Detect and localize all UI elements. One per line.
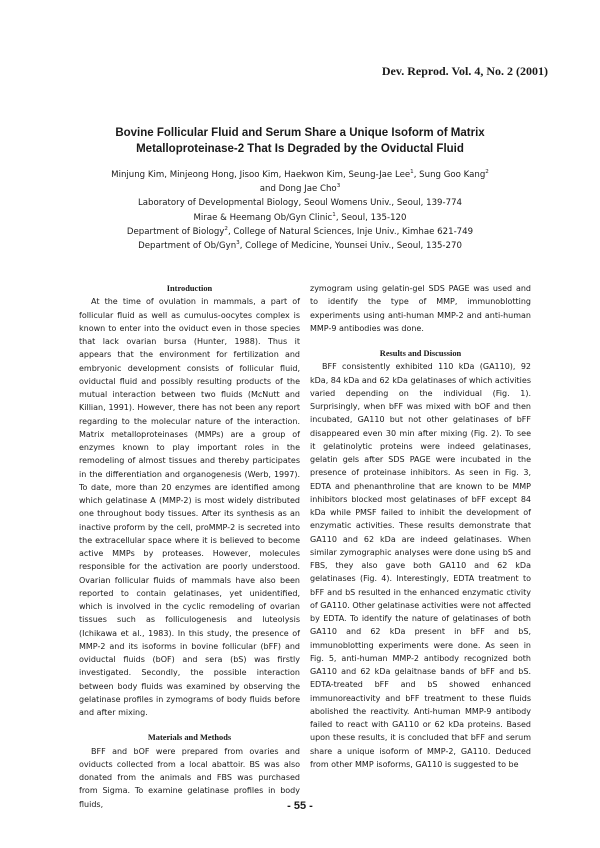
article-title <box>60 125 540 157</box>
affil-sup: 3 <box>236 240 240 247</box>
section-gap <box>310 335 531 347</box>
affil-sup: 2 <box>224 225 228 232</box>
section-heading-results: Results and Discussion <box>379 349 462 358</box>
affil-text: , College of Medicine, Younsei Univ., Seoul, 135-270 <box>239 241 462 252</box>
authors-text: Minjung Kim, Minjeong Hong, Jisoo Kim, Haekwon Kim, Seung-Jae Lee <box>111 170 411 180</box>
right-column <box>310 282 531 771</box>
affil-text: , Seoul, 135-120 <box>335 212 407 223</box>
affiliation-1: Laboratory of Developmental Biology, Seoul Womens Univ., Seoul, 139-774 <box>137 198 463 209</box>
authors-block <box>60 168 540 253</box>
methods-paragraph: BFF and bOF were prepared from ovaries and oviducts collected from a local abattoir. BS was also donated from the animals and FBS was purchased from Sigma. To examine gelatinase profiles in body fluids, <box>79 746 300 809</box>
authors-line-1 <box>60 168 540 182</box>
affiliation-4 <box>60 239 540 253</box>
author-sup: 1 <box>410 169 414 176</box>
affil-text: Department of Biology <box>126 226 225 237</box>
affil-text: Mirae & Heemang Ob/Gyn Clinic <box>193 212 333 223</box>
section-heading-methods: Materials and Methods <box>147 733 232 743</box>
title-line-2: Metalloproteinase-2 That Is Degraded by the Oviductal Fluid <box>136 143 464 155</box>
journal-header: Dev. Reprod. Vol. 4, No. 2 (2001) <box>381 64 548 78</box>
left-column <box>79 282 300 811</box>
introduction-paragraph: At the time of ovulation in mammals, a part of follicular fluid as well as cumulus-oocytes complex is known to enter into the oviduct even in those species that lack ovarian bursa (Hunter, 1988). Thus it appears that the environment for fertilization and embryonic development consists of follicular fluid, oviductal fluid and possibly resulting products of the mutual interaction between two fluids (McNutt and Killian, 1991). However, there has not been any report regarding to the molecular nature of the interaction. Matrix metalloproteinases (MMPs) are a group of enzymes known to play important roles in the remodeling of almost tissues and thereby participates in the differentiation and organogenesis (Werb, 1997). To date, more than 20 enzymes are identified among which gelatinase A (MMP-2) is most widely distributed one throughout body tissues. After its synthesis as an inactive proform by the cell, proMMP-2 is secreted into the extracellular space where it is believed to become active MMPs by proteases. However, molecules responsible for the activation are poorly understood. Ovarian follicular fluids of mammals have also been reported to contain gelatinases, yet unidentified, which is involved in the cyclic remodeling of ovarian tissues such as folliculogenesis and luteolysis (Ichikawa et al., 1983). In this study, the presence of MMP-2 and its isoforms in bovine follicular (bFF) and oviductal fluids (bOF) and sera (bS) was firstly investigated. Secondly, the possible interaction between body fluids was examined by observing the gelatinase profiles in zymograms of body fluids before and after mixing. <box>79 297 300 717</box>
authors-line-2 <box>60 182 540 196</box>
section-heading-introduction: Introduction <box>166 284 213 293</box>
author-sup: 3 <box>336 183 341 190</box>
affiliation-3 <box>60 225 540 239</box>
affiliation-2 <box>60 211 540 225</box>
page-number: - 55 - <box>287 800 313 812</box>
results-paragraph: BFF consistently exhibited 110 kDa (GA110), 92 kDa, 84 kDa and 62 kDa gelatinases of which activities varied depending on the individual (Fig. 1). Surprisingly, when bFF was mixed with bOF and then incubated, GA110 but not other gelatinases of bFF disappeared even 30 min after mixing (Fig. 2). To see it gelatinolytic proteins were indeed gelatinases, gelatin gels after SDS PAGE were incubated in the presence of proteinase inhibitors. As seen in Fig. 3, EDTA and phenanthroline that are known to be MMP inhibitors blocked most gelatinases of bFF except 84 kDa while PMSF failed to inhibit the development of enzymatic activities. These results demonstrate that GA110 and 62 kDa are indeed gelatinases. When similar zymographic analyses were done using bS and FBS, they also gave both GA110 and 62 kDa gelatinases (Fig. 4). Interestingly, EDTA treatment to bFF and bS resulted in the enhanced enzymatic ctivity of GA110. Other gelatinase activities were not affected by EDTA. To identify the nature of gelatinases of both GA110 and 62 kDa present in bFF and bS, immunoblotting experiments were done. As seen in Fig. 5, anti-human MMP-2 antibody recognized both GA110 and 62 kDa gelaitnase bands of bFF and bS. EDTA-treated bFF and bS showed enhanced immunoreactivity and bFF treatment to these fluids abolished the reactivity. Anti-human MMP-9 antibody failed to react with GA110 or 62 kDa proteins. Based upon these results, it is concluded that bFF and serum share a unique isoform of MMP-2, GA110. Deduced from other MMP isoforms, GA110 is suggested to be <box>310 362 531 769</box>
author-sup: 2 <box>485 169 489 176</box>
affil-text: Department of Ob/Gyn <box>138 241 237 252</box>
title-line-1: Bovine Follicular Fluid and Serum Share a Unique Isoform of Matrix <box>115 127 485 139</box>
affil-sup: 1 <box>332 211 336 218</box>
section-gap <box>79 719 300 731</box>
authors-text: and Dong Jae Cho <box>259 184 337 195</box>
methods-paragraph-continued: zymogram using gelatin-gel SDS PAGE was used and to identify the type of MMP, immunoblotting experiments using anti-human MMP-2 and anti-human MMP-9 antibodies was done. <box>310 284 531 333</box>
affil-text: , College of Natural Sciences, Inje Univ., Kimhae 621-749 <box>227 226 474 237</box>
authors-text: , Sung Goo Kang <box>413 170 486 180</box>
